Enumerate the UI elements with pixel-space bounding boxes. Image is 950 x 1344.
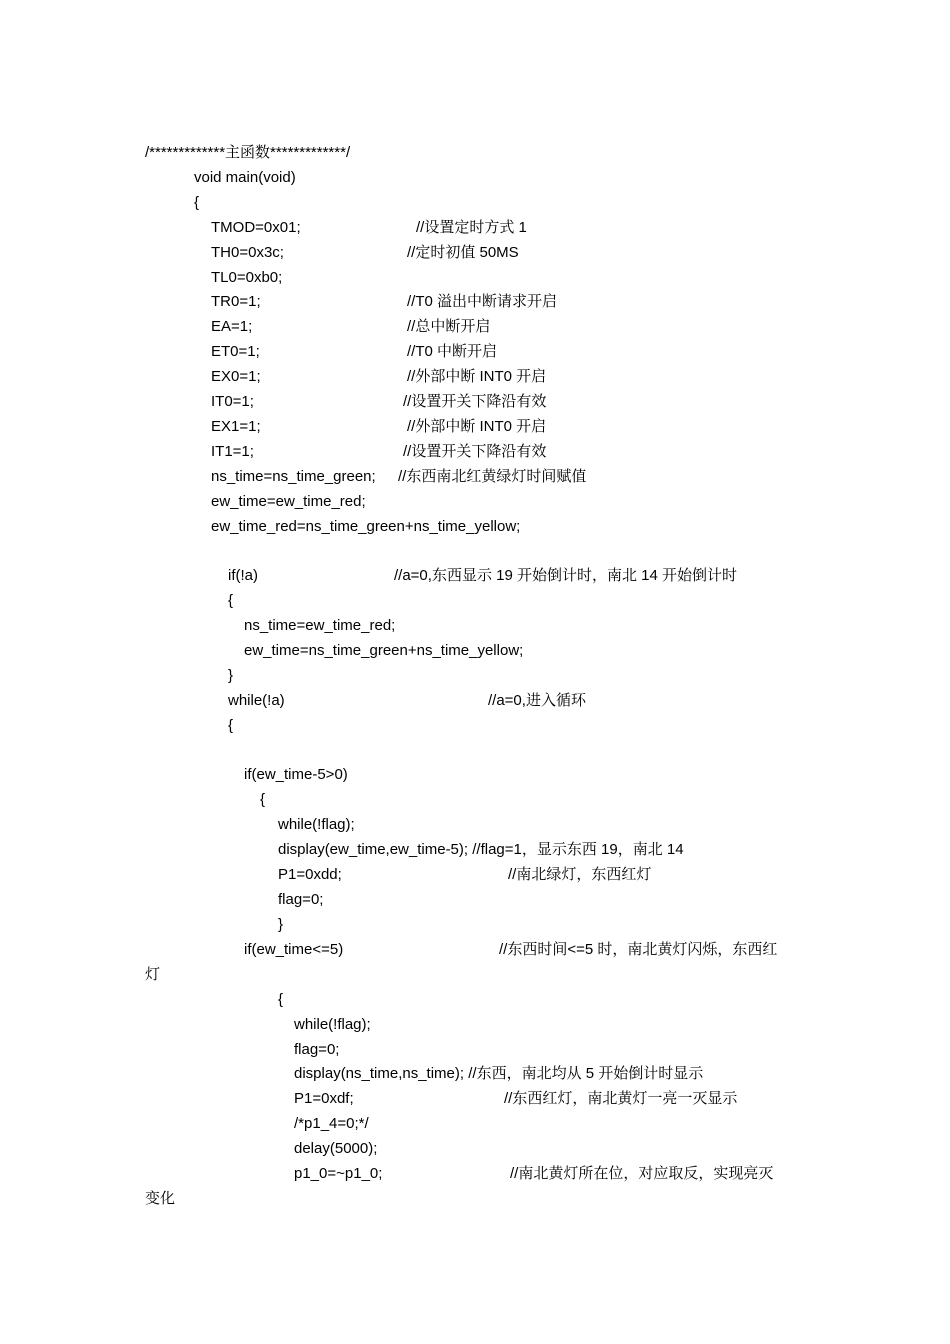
code-line: if(ew_time<=5)	[244, 941, 344, 958]
code-line: {	[278, 991, 284, 1008]
code-line: EX0=1;	[211, 368, 261, 385]
code-comment: //南北黄灯所在位，对应取反，实现亮灭	[510, 1165, 774, 1182]
code-line: IT1=1;	[211, 443, 254, 460]
code-comment: //设置开关下降沿有效	[403, 443, 547, 460]
code-line: ns_time=ns_time_green;	[211, 468, 376, 485]
code-comment: //东西红灯，南北黄灯一亮一灭显示	[504, 1090, 738, 1107]
code-line: {	[260, 791, 266, 808]
code-line: IT0=1;	[211, 393, 254, 410]
code-comment: //T0 溢出中断请求开启	[407, 293, 558, 310]
code-line: /*************主函数*************/	[145, 144, 351, 161]
code-comment: //设置开关下降沿有效	[403, 393, 547, 410]
code-line: EX1=1;	[211, 418, 261, 435]
code-line: flag=0;	[294, 1041, 340, 1058]
code-line: }	[278, 916, 284, 933]
code-line: void main(void)	[194, 169, 296, 186]
code-comment: //a=0,东西显示 19 开始倒计时，南北 14 开始倒计时	[394, 567, 737, 584]
code-line: delay(5000);	[294, 1140, 378, 1157]
code-comment: //定时初值 50MS	[407, 244, 519, 261]
code-line: while(!flag);	[278, 816, 355, 833]
code-line: P1=0xdd;	[278, 866, 342, 883]
code-comment: //南北绿灯，东西红灯	[508, 866, 652, 883]
code-line: 灯	[145, 966, 161, 983]
code-line: {	[228, 592, 234, 609]
code-line: {	[228, 717, 234, 734]
code-comment: //a=0,进入循环	[488, 692, 586, 709]
code-line: ET0=1;	[211, 343, 260, 360]
code-line: if(!a)	[228, 567, 258, 584]
code-comment: //东西南北红黄绿灯时间赋值	[398, 468, 587, 485]
code-line: ns_time=ew_time_red;	[244, 617, 396, 634]
code-line: if(ew_time-5>0)	[244, 766, 348, 783]
code-line: TR0=1;	[211, 293, 261, 310]
code-line: ew_time_red=ns_time_green+ns_time_yellow;	[211, 518, 521, 535]
code-line: flag=0;	[278, 891, 324, 908]
code-comment: //外部中断 INT0 开启	[407, 418, 547, 435]
code-comment: //T0 中断开启	[407, 343, 498, 360]
code-line: {	[194, 194, 200, 211]
code-line: display(ew_time,ew_time-5); //flag=1，显示东西 19，南北 14	[278, 841, 684, 858]
code-line: TL0=0xb0;	[211, 269, 283, 286]
code-line: p1_0=~p1_0;	[294, 1165, 383, 1182]
code-line: /*p1_4=0;*/	[294, 1115, 369, 1132]
code-line: display(ns_time,ns_time); //东西，南北均从 5 开始倒计时显示	[294, 1065, 704, 1082]
code-line: while(!flag);	[294, 1016, 371, 1033]
code-line: }	[228, 667, 234, 684]
code-line: TH0=0x3c;	[211, 244, 284, 261]
code-comment: //外部中断 INT0 开启	[407, 368, 547, 385]
code-comment: //总中断开启	[407, 318, 491, 335]
code-line: while(!a)	[228, 692, 285, 709]
code-line: ew_time=ew_time_red;	[211, 493, 366, 510]
code-comment: //东西时间<=5 时，南北黄灯闪烁，东西红	[499, 941, 778, 958]
code-line: ew_time=ns_time_green+ns_time_yellow;	[244, 642, 524, 659]
code-line: P1=0xdf;	[294, 1090, 354, 1107]
code-line: EA=1;	[211, 318, 253, 335]
code-comment: //设置定时方式 1	[416, 219, 527, 236]
code-line: TMOD=0x01;	[211, 219, 301, 236]
code-line: 变化	[145, 1190, 176, 1207]
